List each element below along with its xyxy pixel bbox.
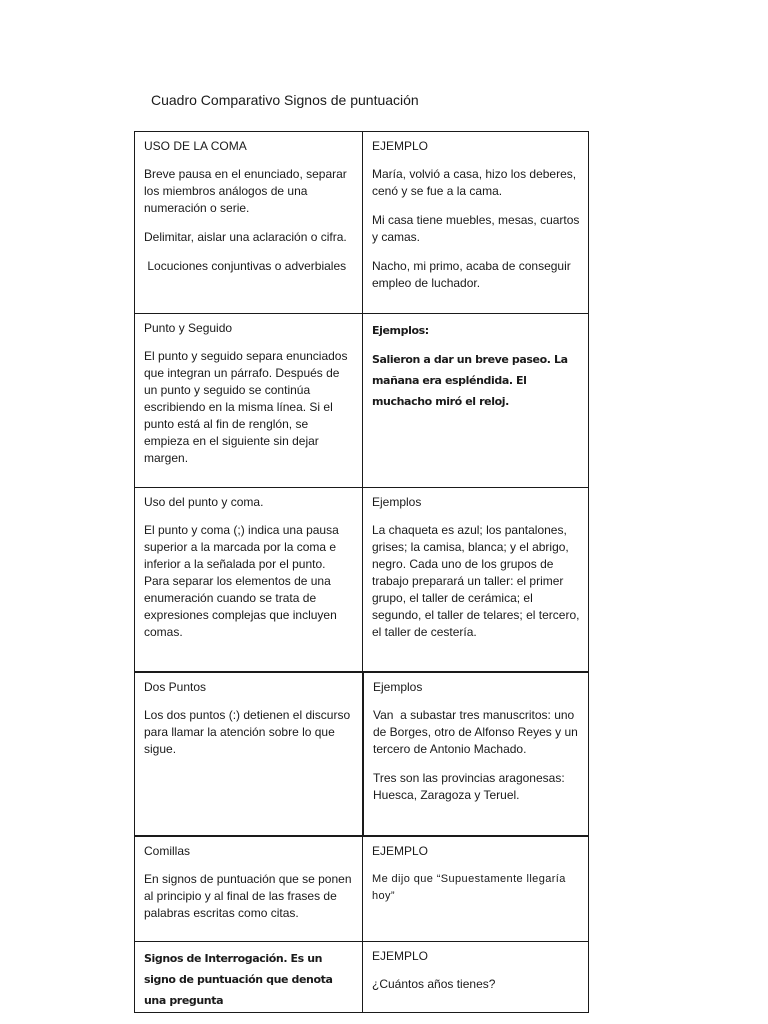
table-cell	[135, 673, 362, 835]
table-cell	[135, 942, 362, 1013]
cell-header: Ejemplos	[373, 680, 423, 694]
table-cell	[135, 488, 362, 671]
table-cell	[362, 132, 588, 313]
cell-paragraph: Mi casa tiene muebles, mesas, cuartos y camas.	[372, 213, 580, 244]
cell-header: Signos de Interrogación. Es un signo de puntuación que denota una pregunta	[144, 952, 333, 1007]
cell-header: Ejemplos:	[372, 324, 429, 337]
cell-paragraph: ¿Cuántos años tienes?	[372, 977, 496, 991]
cell-paragraph: Breve pausa en el enunciado, separar los miembros análogos de una numeración o serie.	[144, 167, 347, 215]
cell-paragraph: Tres son las provincias aragonesas: Huesca, Zaragoza y Teruel.	[373, 771, 565, 802]
table-row	[135, 132, 588, 313]
cell-paragraph: Van a subastar tres manuscritos: uno de Borges, otro de Alfonso Reyes y un tercero de Antonio Machado.	[373, 708, 582, 756]
cell-header: EJEMPLO	[372, 844, 429, 858]
cell-paragraph: Salieron a dar un breve paseo. La mañana era espléndida. El muchacho miró el reloj.	[372, 353, 568, 408]
cell-paragraph: El punto y seguido separa enunciados que integran un párrafo. Después de un punto y seguido se continúa escribiendo en la misma línea. Si el punto está al fin de renglón, se empieza en el siguiente sin dejar margen.	[144, 349, 348, 465]
table-row	[135, 941, 588, 1013]
cell-paragraph: Delimitar, aislar una aclaración o cifra.	[144, 230, 347, 244]
cell-paragraph: Los dos puntos (:) detienen el discurso para llamar la atención sobre lo que sigue.	[144, 708, 351, 756]
table-cell	[362, 488, 588, 671]
cell-paragraph: En signos de puntuación que se ponen al principio y al final de las frases de palabras escritas como citas.	[144, 872, 352, 920]
cell-header: EJEMPLO	[372, 139, 429, 153]
cell-header: Dos Puntos	[144, 680, 207, 694]
cell-paragraph: Locuciones conjuntivas o adverbiales	[144, 259, 347, 273]
table-row	[135, 671, 588, 835]
table-cell	[362, 837, 588, 941]
table-row	[135, 313, 588, 487]
cell-paragraph: María, volvió a casa, hizo los deberes, cenó y se fue a la cama.	[372, 167, 577, 198]
cell-paragraph: Me dijo que “Supuestamente llegaría hoy”	[372, 873, 566, 902]
cell-paragraph: El punto y coma (;) indica una pausa superior a la marcada por la coma e inferior a la señalada por el punto. Para separar los elementos de una enumeración cuando se trata de expresiones complejas que incluyen comas.	[144, 523, 339, 639]
cell-header: USO DE LA COMA	[144, 139, 247, 153]
table-cell	[362, 673, 588, 835]
cell-header: Comillas	[144, 844, 191, 858]
cell-header: EJEMPLO	[372, 949, 429, 963]
table-cell	[135, 132, 362, 313]
table-cell	[362, 942, 588, 1013]
table-cell	[362, 314, 588, 487]
table-cell	[135, 837, 362, 941]
comparison-table	[134, 131, 589, 1013]
cell-paragraph: Nacho, mi primo, acaba de conseguir empleo de luchador.	[372, 259, 571, 290]
cell-paragraph: La chaqueta es azul; los pantalones, grises; la camisa, blanca; y el abrigo, negro. Cada uno de los grupos de trabajo preparará un taller: el primer grupo, el taller de cerámica; el segundo, el taller de telares; el tercero, el taller de cestería.	[372, 523, 580, 639]
cell-header: Ejemplos	[372, 495, 422, 509]
cell-header: Punto y Seguido	[144, 321, 233, 335]
table-row	[135, 487, 588, 671]
table-cell	[135, 314, 362, 487]
table-row	[135, 835, 588, 941]
page-title: Cuadro Comparativo Signos de puntuación	[151, 92, 419, 108]
cell-header: Uso del punto y coma.	[144, 495, 264, 509]
